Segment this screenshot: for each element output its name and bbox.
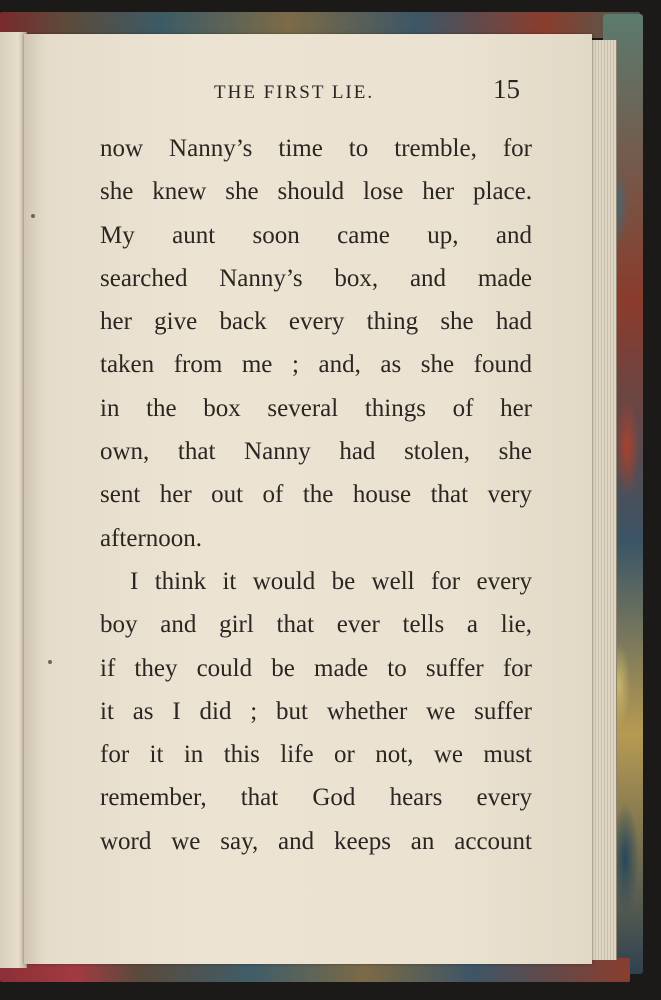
text-line: searched Nanny’s box, and made	[100, 264, 532, 292]
text-line: boy and girl that ever tells a lie,	[100, 611, 532, 639]
paper-speck	[31, 214, 35, 218]
text-line: sent her out of the house that very	[100, 481, 532, 509]
page-header	[0, 74, 661, 114]
running-title: THE FIRST LIE.	[214, 82, 375, 103]
text-line: afternoon.	[100, 524, 203, 552]
page-number: 15	[493, 74, 520, 104]
text-line: it as I did ; but whether we suffer	[100, 697, 532, 725]
page-block-edges	[590, 40, 617, 960]
text-line: in the box several things of her	[100, 394, 532, 422]
left-page-edge	[0, 32, 27, 968]
text-line: taken from me ; and, as she found	[100, 351, 532, 379]
text-line: I think it would be well for every	[130, 567, 532, 595]
body-text	[100, 127, 532, 863]
text-line: her give back every thing she had	[100, 308, 532, 336]
text-line: My aunt soon came up, and	[100, 221, 532, 249]
paper-speck	[48, 660, 52, 664]
text-line: if they could be made to suffer for	[100, 654, 532, 682]
text-line: word we say, and keeps an account	[100, 827, 532, 855]
text-line: for it in this life or not, we must	[100, 741, 532, 769]
text-line: remember, that God hears every	[100, 784, 532, 812]
text-line: own, that Nanny had stolen, she	[100, 438, 532, 466]
text-line: now Nanny’s time to tremble, for	[100, 135, 532, 162]
text-line: she knew she should lose her place.	[100, 178, 532, 206]
